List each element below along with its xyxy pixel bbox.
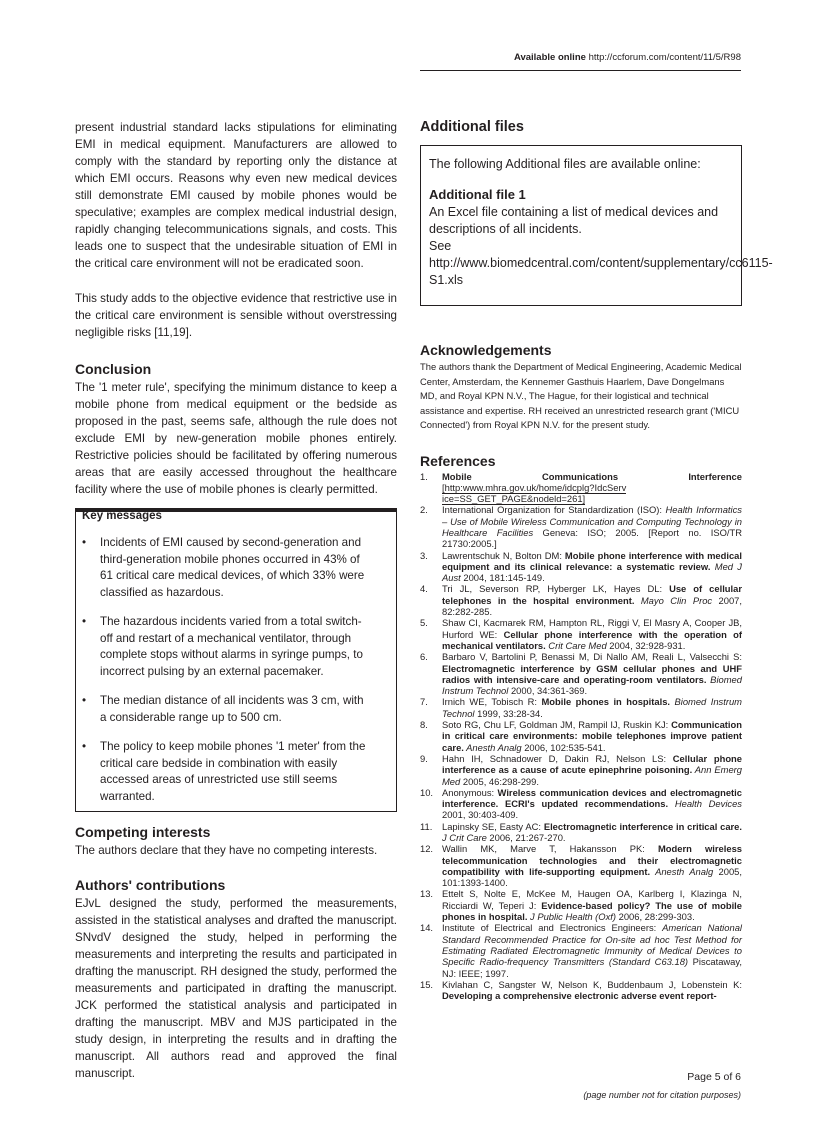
reference-item: 9. Hahn IH, Schnadower D, Dakin RJ, Nelson LS: Cellular phone interference as a cause of acute epinephrine poisoning. Ann Emerg Med 2005, 46:298-299. xyxy=(420,752,743,787)
reference-item: 8. Soto RG, Chu LF, Goldman JM, Rampil IJ, Ruskin KJ: Communication in critical care environments: mobile telephones improve patient care. Anesth Analg 2006, 102:535-541. xyxy=(420,719,742,753)
reference-item: 6. Barbaro V, Bartolini P, Benassi M, Di Nallo AM, Reali L, Valsecchi S: Electromagnetic interference by GSM cellular phones and UHF radios with intensive-care and operating-room ventilators. Biomed Instrum Technol 2000, 34:361-369. xyxy=(420,651,742,697)
article-url[interactable]: http://ccforum.com/content/11/5/R98 xyxy=(588,52,741,63)
key-message-item: • The policy to keep mobile phones '1 meter' from the critical care bedside in combination with easily accessed areas of unrestricted use still seems warranted. xyxy=(82,740,366,803)
available-online-label: Available online xyxy=(513,52,586,63)
reference-item: 4. Tri JL, Severson RP, Hyberger LK, Hayes DL: Use of cellular telephones in the hospital environment. Mayo Clin Proc 2007, 82:282-285. xyxy=(420,583,742,618)
key-message-item: • Incidents of EMI caused by second-generation and third-generation mobile phones occurred in 43% of 61 critical care medical devices, of which 33% were classified as hazardous. xyxy=(82,536,365,599)
key-messages-title: Key messages xyxy=(82,510,162,522)
page-number: Page 5 of 6 xyxy=(687,1071,741,1083)
additional-file-1-link[interactable]: See http://www.biomedcentral.com/content/supplementary/cc6115-S1.xls xyxy=(429,239,773,287)
reference-item: 3. Lawrentschuk N, Bolton DM: Mobile phone interference with medical equipment and its clinical relevance: a systematic review. Med J Aust 2004, 181:145-149. xyxy=(420,549,742,584)
page-header xyxy=(514,52,741,63)
acknowledgements-heading: Acknowledgements xyxy=(420,342,552,358)
key-message-item: • The hazardous incidents varied from a total switch-off and restart of a mechanical ventilator, through complete stops without alarms in syringe pumps, to incorrect pulsing by an external pacemaker. xyxy=(82,615,363,678)
competing-interests-heading: Competing interests xyxy=(75,824,211,840)
reference-item: 13. Ettelt S, Nolte E, McKee M, Haugen OA, Karlberg I, Klazinga N, Ricciardi W, Teperi J: Evidence-based policy? The use of mobile phones in hospital. J Public Health (Oxf) 2006, 28:299-303. xyxy=(420,888,743,923)
key-message-item: • The median distance of all incidents was 3 cm, with a considerable range up to 500 cm. xyxy=(82,694,364,724)
page-number-note: (page number not for citation purposes) xyxy=(583,1090,741,1100)
discussion-paragraph-2: This study adds to the objective evidence that restrictive use in the critical care environment is sensible without overstressing negligible risks [11,19]. xyxy=(75,292,397,339)
bullet-icon: • xyxy=(82,740,87,753)
authors-contributions-heading: Authors' contributions xyxy=(75,877,226,893)
conclusion-text: The '1 meter rule', specifying the minimum distance to keep a mobile phone from medical equipment or the bedside as proposed in the past, seems safe, although the rule does not exclude EMI by new-generation mobile phones entirely. Restrictive policies should be facilitated by offering numerous areas that are easily accessed throughout the healthcare facility where the use of mobile phones is clearly permitted. xyxy=(75,381,397,496)
discussion-paragraph-1: present industrial standard lacks stipulations for eliminating EMI in medical equipment. Manufacturers are allowed to comply with the standard by reporting only the distance at which EMI occurs. Reasons why even new medical devices still demonstrate EMI caused by mobile phones would be speculative; examples are complex medical industrial design, rapidly changing telecommunications signals, and costs. This leads one to suspect that the undesirable situation of EMI in the critical care environment will not be eradicated soon. xyxy=(75,121,397,270)
reference-item: 10. Anonymous: Wireless communication devices and electromagnetic interference. ECRI's updated recommendations. Health Devices 2001, 30:403-409. xyxy=(420,786,742,821)
right-column xyxy=(420,119,773,1002)
reference-item: 5. Shaw CI, Kacmarek RM, Hampton RL, Riggi V, El Masry A, Cooper JB, Hurford WE: Cellular phone interference with the operation of mechanical ventilators. Crit Care Med 2004, 32:928-931. xyxy=(420,617,742,651)
reference-link[interactable]: [http:www.mhra.gov.uk/home/idcplg?IdcServ ice=SS_GET_PAGE&nodeld=261] xyxy=(442,481,627,505)
competing-interests-text: The authors declare that they have no competing interests. xyxy=(75,844,378,857)
references-list xyxy=(420,471,742,1002)
reference-item: 11. Lapinsky SE, Easty AC: Electromagnetic interference in critical care. J Crit Care 2006, 21:267-270. xyxy=(420,820,743,843)
reference-item: 7. Irnich WE, Tobisch R: Mobile phones in hospitals. Biomed Instrum Technol 1999, 33:28-34. xyxy=(420,696,742,719)
reference-item: 15. Kivlahan C, Sangster W, Nelson K, Buddenbaum J, Lobenstein K: Developing a comprehensive electronic adverse event report- xyxy=(420,978,742,1002)
key-messages-list xyxy=(76,535,396,805)
additional-file-1-description: An Excel file containing a list of medical devices and descriptions of all incidents. xyxy=(429,205,719,236)
authors-contributions-text: EJvL designed the study, performed the measurements, assisted in the statistical analyses and drafted the manuscript. SNvdV designed the study, helped in performing the measurements and interpreting the results and participated in drafting the manuscript. RH designed the study, performed the measurements and participated in drafting the manuscript. JCK performed the statistical analysis and participated in drafting the manuscript. MBV and MJS participated in the study design, in interpreting the results and in drafting the manuscript. All authors read and approved the final manuscript. xyxy=(75,897,397,1080)
key-messages-box xyxy=(75,508,397,812)
acknowledgements-text: The authors thank the Department of Medical Engineering, Academic Medical Center, Amsterdam, the Kennemer Gasthuis Haarlem, Dave Dongelmans MD, and Royal KPN N.V., The Hague, for their logistical and technical assistance and expertise. RH received an unrestricted research grant ('MICU Connected') from Royal KPN N.V. for the present study. xyxy=(420,361,742,430)
left-column xyxy=(75,119,397,1100)
bullet-icon: • xyxy=(82,615,87,628)
reference-item: 12. Wallin MK, Marve T, Hakansson PK: Modern wireless telecommunication technologies and their electromagnetic compatibility with life-supporting equipment. Anesth Analg 2005, 101:1393-1400. xyxy=(420,843,742,889)
conclusion-heading: Conclusion xyxy=(75,361,152,377)
reference-item: 14. Institute of Electrical and Electronics Engineers: American National Standard Recommended Practice for On-site ad hoc Test Method for Estimating Radiated Electromagnetic Immunity of Medical Devices to Specific Radio-frequency Transmitters (Standard C63.18) Piscataway, NJ: IEEE; 1997. xyxy=(420,922,742,979)
reference-item: 2. International Organization for Standardization (ISO): Health Informatics – Use of Mobile Wireless Communication and Computing Technology in Healthcare Facilities Geneva: ISO; 2005. [Report no. ISO/TR 21730:2005.] xyxy=(420,504,742,550)
bullet-icon: • xyxy=(82,694,87,707)
additional-files-box xyxy=(420,145,773,306)
references-heading: References xyxy=(420,452,496,469)
reference-item: 1. Mobile Communications Interference [http:www.mhra.gov.uk/home/idcplg?IdcServ ice=SS_GET_PAGE&nodeld=261] xyxy=(420,470,742,505)
bullet-icon: • xyxy=(82,536,87,549)
header-rule xyxy=(420,70,741,71)
additional-file-1-heading: Additional file 1 xyxy=(429,187,526,202)
additional-files-heading: Additional files xyxy=(420,119,524,135)
additional-files-intro: The following Additional files are available online: xyxy=(429,157,701,171)
